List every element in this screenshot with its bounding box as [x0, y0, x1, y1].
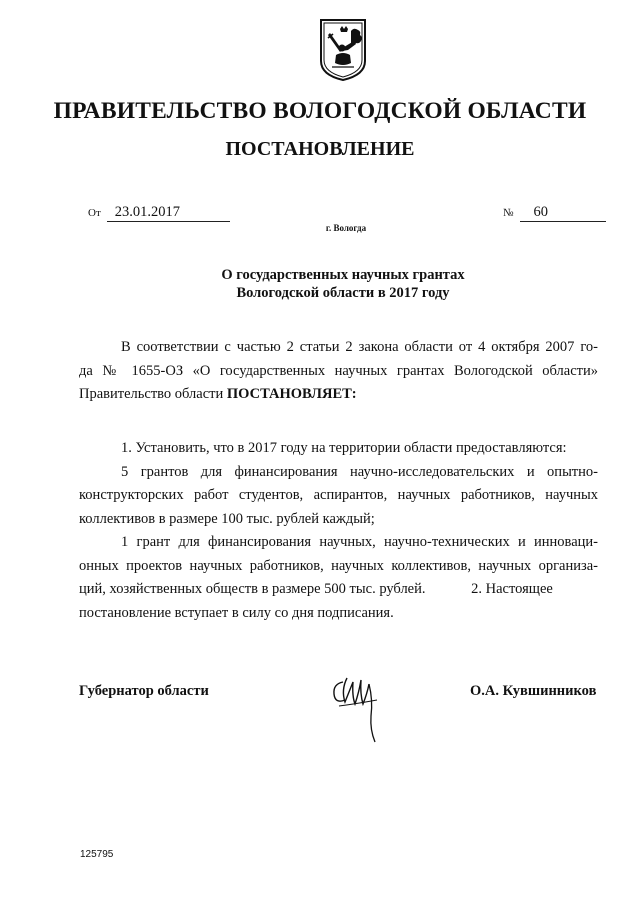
intro-line: [79, 386, 357, 402]
item-1-sub-1-line: 5 грантов для финансирования научно-исследовательских и опытно-: [121, 463, 598, 480]
item-1-sub-2-line: онных проектов научных работников, научных коллективов, научных организа-: [79, 557, 598, 574]
city: г. Вологда: [325, 223, 367, 233]
subject-line: Вологодской области в 2017 году: [236, 285, 450, 301]
subject-line: О государственных научных грантах: [221, 267, 465, 283]
document-subject: [0, 266, 640, 302]
government-title: ПРАВИТЕЛЬСТВО ВОЛОГОДСКОЙ ОБЛАСТИ: [53, 98, 587, 124]
document-type: ПОСТАНОВЛЕНИЕ: [225, 138, 415, 160]
document-date: 23.01.2017: [107, 204, 230, 222]
intro-line: да № 1655-ОЗ «О государственных научных грантах Вологодской области»: [79, 362, 598, 379]
signer-title: Губернатор области: [79, 683, 209, 699]
intro-line: В соответствии с частью 2 статьи 2 закона области от 4 октября 2007 го-: [121, 339, 598, 355]
item-1-sub-2-line: ций, хозяйственных обществ в размере 500 тыс. рублей.: [79, 581, 426, 597]
item-1-sub-1-line: коллективов в размере 100 тыс. рублей каждый;: [79, 510, 375, 527]
handwritten-signature: [325, 660, 395, 750]
intro-line-text: Правительство области: [79, 386, 227, 402]
coat-of-arms-icon: [318, 17, 368, 83]
intro-paragraph: [79, 336, 598, 407]
decree-keyword: ПОСТАНОВЛЯЕТ:: [226, 386, 357, 402]
item-2: 2. Настоящее постановление вступает в силу со дня подписания.: [79, 581, 553, 621]
item-1: 1. Установить, что в 2017 году на территории области предоставляются:: [121, 440, 567, 456]
decree-items: [79, 437, 598, 625]
document-number: 60: [520, 204, 606, 222]
document-code: 125795: [80, 849, 114, 860]
number-prefix: №: [503, 207, 514, 219]
item-1-sub-2-line: 1 грант для финансирования научных, научно-технических и инноваци-: [121, 534, 598, 550]
number-block: [503, 203, 606, 223]
date-prefix: От: [88, 207, 101, 219]
signer-name: О.А. Кувшинников: [470, 683, 597, 699]
date-block: [88, 203, 230, 223]
item-1-sub-1-line: конструкторских работ студентов, аспирантов, научных работников, научных: [79, 487, 598, 503]
